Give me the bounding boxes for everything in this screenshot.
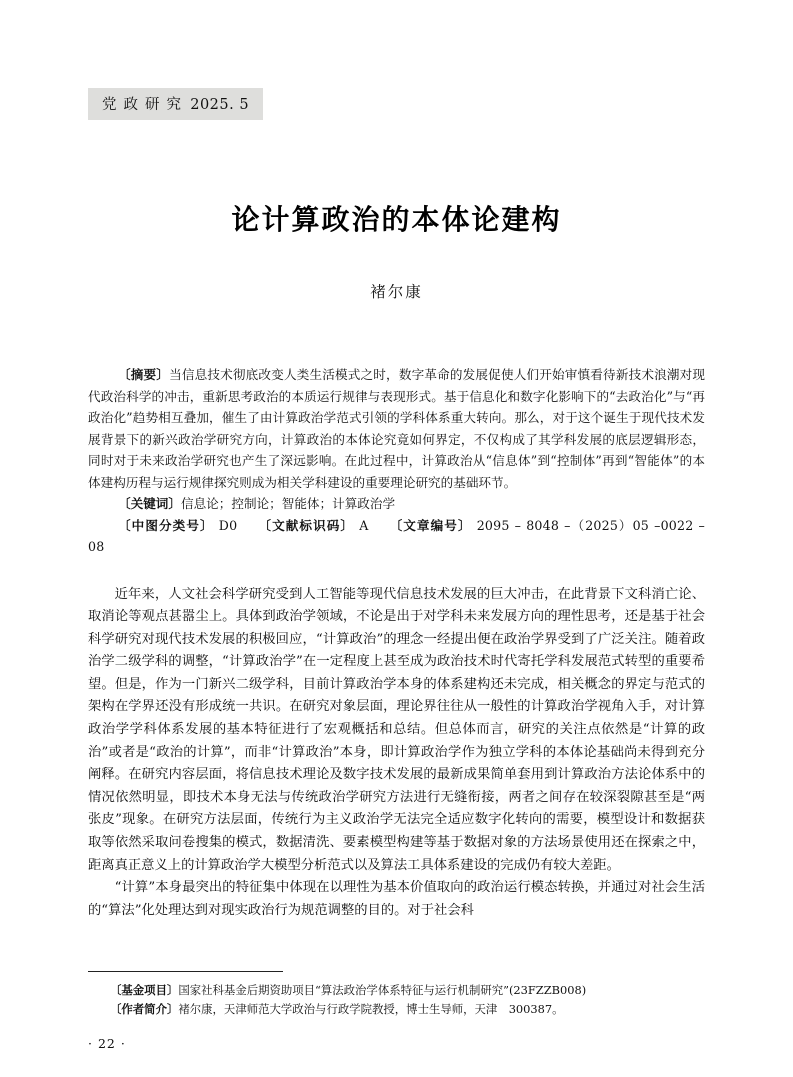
journal-header [88,88,263,120]
doc-code-segment [258,518,368,533]
journal-name: 党 政 研 究 [102,97,183,113]
keywords-line [88,493,705,515]
abstract-paragraph [88,364,705,493]
body-paragraph-1: 近年来，人文社会科学研究受到人工智能等现代信息技术发展的巨大冲击，在此背景下文科消亡论、取消论等观点甚嚣尘上。具体到政治学领域，不论是出于对学科未来发展方向的理性思考，还是基于社会科学研究对现代技术发展的积极回应，“计算政治”的理念一经提出便在政治学界受到了广泛关注。随着政治学二级学科的调整，“计算政治学”在一定程度上甚至成为政治技术时代寄托学科发展范式转型的重要希望。但是，作为一门新兴二级学科，目前计算政治学本身的体系建构还未完成，相关概念的界定与范式的架构在学界还没有形成统一共识。在研究对象层面，理论界往往从一般性的计算政治学视角入手，对计算政治学学科体系发展的基本特征进行了宏观概括和总结。但总体而言，研究的关注点依然是“计算的政治”或者是“政治的计算”，而非“计算政治”本身，即计算政治学作为独立学科的本体论基础尚未得到充分阐释。在研究内容层面，将信息技术理论及数字技术发展的最新成果简单套用到计算政治方法论体系中的情况依然明显，即技术本身无法与传统政治学研究方法进行无缝衔接，两者之间存在较深裂隙甚至是“两张皮”现象。在研究方法层面，传统行为主义政治学无法完全适应数字化转向的需要，模型设计和数据获取等依然采取问卷搜集的模式，数据清洗、要素模型构建等基于数据对象的方法场景使用还在探索之中，距离真正意义上的计算政治学大模型分析范式以及算法工具体系建设的完成仍有较大差距。 [88,586,705,873]
fund-text: 国家社科基金后期资助项目“算法政治学体系特征与运行机制研究”(23FZZB008) [178,983,587,997]
fund-label: 〔基金项目〕 [110,983,179,997]
article-id-label: 〔文章编号〕 [389,517,472,533]
footnote-area [88,971,705,1019]
footnote-fund [88,981,705,1000]
abstract-label: 〔摘要〕 [118,367,170,382]
journal-issue: 2025. 5 [190,97,250,113]
footnote-divider [88,971,283,972]
page-number: · 22 · [88,1036,126,1051]
keywords-label: 〔关键词〕 [118,496,181,511]
classification-line [88,515,705,558]
doc-value: A [359,517,369,533]
body-paragraph-2: “计算”本身最突出的特征集中体现在以理性为基本价值取向的政治运行模态转换，并通过对社会生活的“算法”化处理达到对现实政治行为规范调整的目的。对于社会科 [88,880,705,918]
class-number-segment [118,518,237,533]
doc-label: 〔文献标识码〕 [258,517,355,533]
class-value: D0 [218,517,238,533]
author-label: 〔作者简介〕 [110,1002,179,1016]
abstract-block [88,364,705,558]
article-author: 褚尔康 [370,283,423,301]
class-label: 〔中图分类号〕 [118,517,214,533]
page-title: 论计算政治的本体论建构 [231,203,562,236]
footnote-author [88,1000,705,1019]
abstract-text: 当信息技术彻底改变人类生活模式之时，数字革命的发展促使人们开始审慎看待新技术浪潮对现代政治科学的冲击，重新思考政治的本质运行规律与表现形式。基于信息化和数字化影响下的“去政治化”与“再政治化”趋势相互叠加，催生了由计算政治学范式引领的学科体系重大转向。那么，对于这个诞生于现代技术发展背景下的新兴政治学研究方向，计算政治的本体论究竟如何界定，不仅构成了其学科发展的底层逻辑形态，同时对于未来政治学研究也产生了深远影响。在此过程中，计算政治从“信息体”到“控制体”再到“智能体”的本体建构历程与运行规律探究则成为相关学科建设的重要理论研究的基础环节。 [88,367,706,490]
author-text: 褚尔康，天津师范大学政治与行政学院教授，博士生导师，天津 300387。 [178,1002,564,1016]
keywords-text: 信息论；控制论；智能体；计算政治学 [180,496,396,511]
article-id-value: 2095 – 8048 –（2025）05 –0022 –08 [88,517,706,554]
body-text [88,584,705,923]
